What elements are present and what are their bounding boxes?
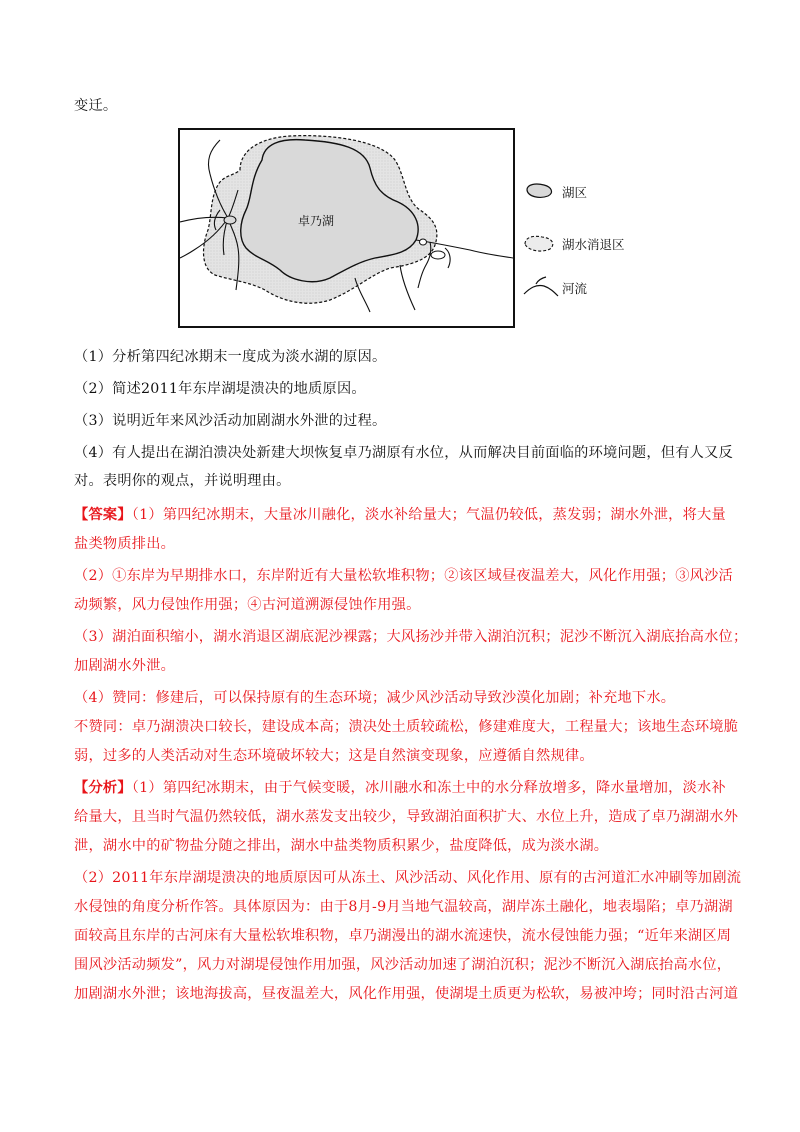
lake-map-figure (178, 128, 515, 328)
lake-name-label: 卓乃湖 (298, 214, 335, 228)
answer-line-1 (74, 505, 734, 525)
answer-line-2: 盐类物质排出。 (74, 536, 176, 552)
small-lake-east-2 (420, 239, 427, 245)
continuation-text: 变迁。 (74, 98, 118, 114)
question-1: （1）分析第四纪冰期末一度成为淡水湖的原因。 (74, 349, 387, 365)
answer-line-6: 加剧湖水外泄。 (74, 658, 176, 674)
small-lake-east (431, 251, 445, 259)
question-4-continued: 对。表明你的观点，并说明理由。 (74, 473, 291, 489)
receded-area-icon (522, 232, 558, 254)
river-icon (522, 276, 560, 298)
answer-line-7: （4）赞同：修建后，可以保持原有的生态环境；减少风沙活动导致沙漠化加剧；补充地下水。 (74, 690, 676, 706)
analysis-text-1: （1）第四纪冰期末，由于气候变暖，冰川融水和冻土中的水分释放增多，降水量增加，淡水补 (131, 780, 726, 796)
analysis-line-3: 泄，湖水中的矿物盐分随之排出，湖水中盐类物质积累少，盐度降低，成为淡水湖。 (74, 838, 609, 854)
analysis-line-7: 围风沙活动频发”，风力对湖堤侵蚀作用加强，风沙活动加速了湖泊沉积；泥沙不断沉入湖底抬高水位， (74, 957, 732, 973)
question-2: （2）简述2011年东岸湖堤溃决的地质原因。 (74, 381, 366, 397)
legend-label-receded: 湖水消退区 (562, 237, 625, 252)
question-4: （4）有人提出在湖泊溃决处新建大坝恢复卓乃湖原有水位，从而解决目前面临的环境问题，但有人又反 (74, 445, 733, 461)
analysis-line-1 (74, 778, 734, 798)
legend-label-lake: 湖区 (562, 185, 588, 200)
legend-label-river: 河流 (562, 281, 588, 296)
question-3: （3）说明近年来风沙活动加剧湖水外泄的过程。 (74, 413, 387, 429)
map-legend (522, 178, 642, 298)
answer-line-5: （3）湖泊面积缩小，湖水消退区湖底泥沙裸露；大风扬沙并带入湖泊沉积；泥沙不断沉入湖底抬高水位； (74, 629, 748, 645)
analysis-line-8: 加剧湖水外泄；该地海拔高，昼夜温差大，风化作用强，使湖堤土质更为松软，易被冲垮；同时沿古河道 (74, 986, 739, 1002)
analysis-line-5: 水侵蚀的角度分析作答。具体原因为：由于8月-9月当地气温较高，湖岸冻土融化，地表塌陷；卓乃湖湖 (74, 899, 733, 915)
answer-line-4: 动频繁，风力侵蚀作用强；④古河道溯源侵蚀作用强。 (74, 597, 421, 613)
lake-area-icon (522, 180, 556, 200)
answer-line-9: 弱，过多的人类活动对生态环境破坏较大；这是自然演变现象，应遵循自然规律。 (74, 748, 594, 764)
small-lake-west (224, 216, 236, 224)
analysis-line-2: 给量大，且当时气温仍然较低，湖水蒸发支出较少，导致湖泊面积扩大、水位上升，造成了卓乃湖湖水外 (74, 809, 739, 825)
answer-line-3: （2）①东岸为早期排水口，东岸附近有大量松软堆积物；②该区域昼夜温差大，风化作用强；③风沙活 (74, 568, 733, 584)
answer-text-1: （1）第四纪冰期末，大量冰川融化，淡水补给量大；气温仍较低，蒸发弱；湖水外泄，将大量 (131, 507, 726, 523)
analysis-line-4: （2）2011年东岸湖堤溃决的地质原因可从冻土、风沙活动、风化作用、原有的古河道汇水冲刷等加剧流 (74, 870, 742, 886)
answer-line-8: 不赞同：卓乃湖溃决口较长，建设成本高；溃决处土质较疏松，修建难度大，工程量大；该地生态环境脆 (74, 719, 739, 735)
lake-map (180, 130, 513, 326)
answer-tag: 【答案】 (74, 507, 132, 523)
analysis-tag: 【分析】 (74, 780, 132, 796)
analysis-line-6: 面较高且东岸的古河床有大量松软堆积物，卓乃湖漫出的湖水流速快，流水侵蚀能力强；“近年来湖区周 (74, 928, 732, 944)
